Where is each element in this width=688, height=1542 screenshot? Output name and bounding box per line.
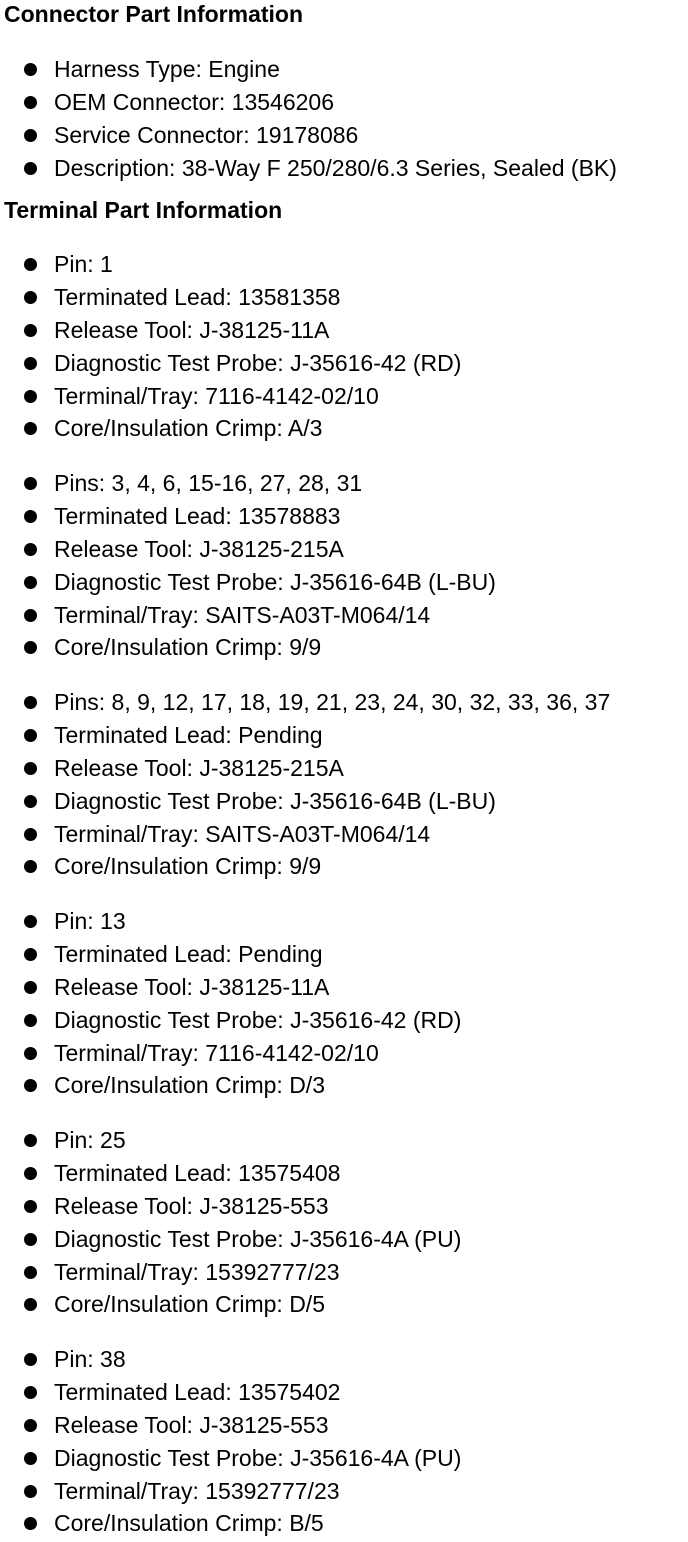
list-item <box>0 1004 688 1037</box>
bullet-icon <box>24 1200 37 1213</box>
bullet-icon <box>24 1419 37 1432</box>
list-item-text: Core/Insulation Crimp: 9/9 <box>54 853 322 880</box>
bullet-icon <box>24 828 37 841</box>
list-item <box>0 1223 688 1256</box>
terminal-group <box>0 467 688 664</box>
bullet-icon <box>24 1134 37 1147</box>
bullet-icon <box>24 1079 37 1092</box>
list-item <box>0 1256 688 1289</box>
list-item-text: Core/Insulation Crimp: D/5 <box>54 1291 325 1318</box>
bullet-icon <box>24 477 37 490</box>
bullet-icon <box>24 390 37 403</box>
bullet-icon <box>24 291 37 304</box>
list-item <box>0 1507 688 1540</box>
bullet-icon <box>24 729 37 742</box>
list-item-text: Pins: 8, 9, 12, 17, 18, 19, 21, 23, 24, 30, 32, 33, 36, 37 <box>54 689 611 715</box>
list-item-text: Terminated Lead: 13575408 <box>54 1159 341 1186</box>
bullet-icon <box>24 981 37 994</box>
list-item-text: Release Tool: J-38125-215A <box>54 535 344 562</box>
terminal-group <box>0 248 688 445</box>
bullet-icon <box>24 1167 37 1180</box>
connector-section-title: Connector Part Information <box>4 1 304 27</box>
list-item-text: Release Tool: J-38125-215A <box>54 754 344 781</box>
bullet-icon <box>24 129 37 142</box>
list-item <box>0 500 688 533</box>
list-item-text: Core/Insulation Crimp: D/3 <box>54 1072 325 1099</box>
bullet-icon <box>24 357 37 370</box>
list-item-text: Terminal/Tray: 7116-4142-02/10 <box>54 1039 379 1066</box>
list-item <box>0 599 688 632</box>
list-item-text: Pin: 1 <box>54 251 113 277</box>
bullet-icon <box>24 162 37 175</box>
list-item <box>0 818 688 851</box>
list-item-text: Terminal/Tray: 15392777/23 <box>54 1258 340 1285</box>
bullet-icon <box>24 63 37 76</box>
list-item <box>0 281 688 314</box>
list-item <box>0 1190 688 1223</box>
list-item-text: Core/Insulation Crimp: B/5 <box>54 1510 324 1537</box>
list-item-text: Pin: 38 <box>54 1346 126 1372</box>
list-item-text: Pin: 25 <box>54 1127 126 1153</box>
bullet-icon <box>24 795 37 808</box>
list-item-text: Release Tool: J-38125-553 <box>54 1192 329 1219</box>
list-item-text: Terminated Lead: 13578883 <box>54 502 341 529</box>
list-item <box>0 1376 688 1409</box>
list-item-text: Terminal/Tray: SAITS-A03T-M064/14 <box>54 601 431 628</box>
list-item <box>0 1037 688 1070</box>
list-item <box>0 86 688 119</box>
list-item-text: Core/Insulation Crimp: A/3 <box>54 415 323 442</box>
list-item <box>0 752 688 785</box>
bullet-icon <box>24 510 37 523</box>
bullet-icon <box>24 422 37 435</box>
list-item <box>0 380 688 413</box>
list-item-text: Description: 38-Way F 250/280/6.3 Series, Sealed (BK) <box>54 154 617 181</box>
list-item <box>0 566 688 599</box>
list-item <box>0 314 688 347</box>
list-item-text: Diagnostic Test Probe: J-35616-4A (PU) <box>54 1444 462 1471</box>
bullet-icon <box>24 1014 37 1027</box>
terminal-group <box>0 905 688 1102</box>
list-item <box>0 1475 688 1508</box>
bullet-icon <box>24 915 37 928</box>
bullet-icon <box>24 641 37 654</box>
list-item-text: Release Tool: J-38125-11A <box>54 316 330 343</box>
bullet-icon <box>24 1353 37 1366</box>
list-item-text: Terminal/Tray: SAITS-A03T-M064/14 <box>54 820 431 847</box>
terminal-group <box>0 686 688 883</box>
list-item <box>0 1343 688 1376</box>
list-item <box>0 1288 688 1321</box>
terminal-section-title: Terminal Part Information <box>4 197 283 223</box>
list-item <box>0 971 688 1004</box>
list-item-text: Harness Type: Engine <box>54 56 280 82</box>
list-item-text: Terminal/Tray: 7116-4142-02/10 <box>54 382 379 409</box>
terminal-group <box>0 1124 688 1321</box>
bullet-icon <box>24 609 37 622</box>
bullet-icon <box>24 1452 37 1465</box>
list-item <box>0 905 688 938</box>
list-item <box>0 1442 688 1475</box>
bullet-icon <box>24 860 37 873</box>
bullet-icon <box>24 576 37 589</box>
list-item-text: Pins: 3, 4, 6, 15-16, 27, 28, 31 <box>54 470 363 496</box>
list-item-text: OEM Connector: 13546206 <box>54 88 335 115</box>
list-item-text: Core/Insulation Crimp: 9/9 <box>54 634 322 661</box>
list-item <box>0 1124 688 1157</box>
list-item <box>0 53 688 86</box>
bullet-icon <box>24 543 37 556</box>
bullet-icon <box>24 96 37 109</box>
bullet-icon <box>24 1517 37 1530</box>
bullet-icon <box>24 1386 37 1399</box>
bullet-icon <box>24 1485 37 1498</box>
list-item-text: Terminated Lead: Pending <box>54 721 323 748</box>
list-item <box>0 850 688 883</box>
bullet-icon <box>24 1233 37 1246</box>
list-item <box>0 686 688 719</box>
list-item-text: Terminated Lead: 13575402 <box>54 1378 341 1405</box>
list-item <box>0 785 688 818</box>
list-item <box>0 1409 688 1442</box>
list-item <box>0 347 688 380</box>
list-item-text: Diagnostic Test Probe: J-35616-64B (L-BU) <box>54 568 496 595</box>
list-item-text: Terminated Lead: 13581358 <box>54 283 341 310</box>
list-item <box>0 248 688 281</box>
list-item-text: Release Tool: J-38125-553 <box>54 1411 329 1438</box>
bullet-icon <box>24 696 37 709</box>
list-item-text: Pin: 13 <box>54 908 126 934</box>
list-item-text: Diagnostic Test Probe: J-35616-42 (RD) <box>54 1006 462 1033</box>
list-item <box>0 119 688 152</box>
list-item-text: Terminal/Tray: 15392777/23 <box>54 1477 340 1504</box>
bullet-icon <box>24 1047 37 1060</box>
connector-info-list <box>0 53 688 185</box>
list-item <box>0 1069 688 1102</box>
list-item <box>0 719 688 752</box>
list-item <box>0 938 688 971</box>
list-item-text: Diagnostic Test Probe: J-35616-42 (RD) <box>54 349 462 376</box>
bullet-icon <box>24 324 37 337</box>
list-item <box>0 1157 688 1190</box>
list-item <box>0 412 688 445</box>
list-item-text: Diagnostic Test Probe: J-35616-4A (PU) <box>54 1225 462 1252</box>
list-item <box>0 631 688 664</box>
bullet-icon <box>24 258 37 271</box>
terminal-group <box>0 1343 688 1540</box>
list-item-text: Release Tool: J-38125-11A <box>54 973 330 1000</box>
list-item-text: Terminated Lead: Pending <box>54 940 323 967</box>
list-item <box>0 533 688 566</box>
list-item <box>0 152 688 185</box>
list-item <box>0 467 688 500</box>
list-item-text: Service Connector: 19178086 <box>54 121 359 148</box>
list-item-text: Diagnostic Test Probe: J-35616-64B (L-BU) <box>54 787 496 814</box>
bullet-icon <box>24 1266 37 1279</box>
bullet-icon <box>24 762 37 775</box>
bullet-icon <box>24 948 37 961</box>
bullet-icon <box>24 1298 37 1311</box>
